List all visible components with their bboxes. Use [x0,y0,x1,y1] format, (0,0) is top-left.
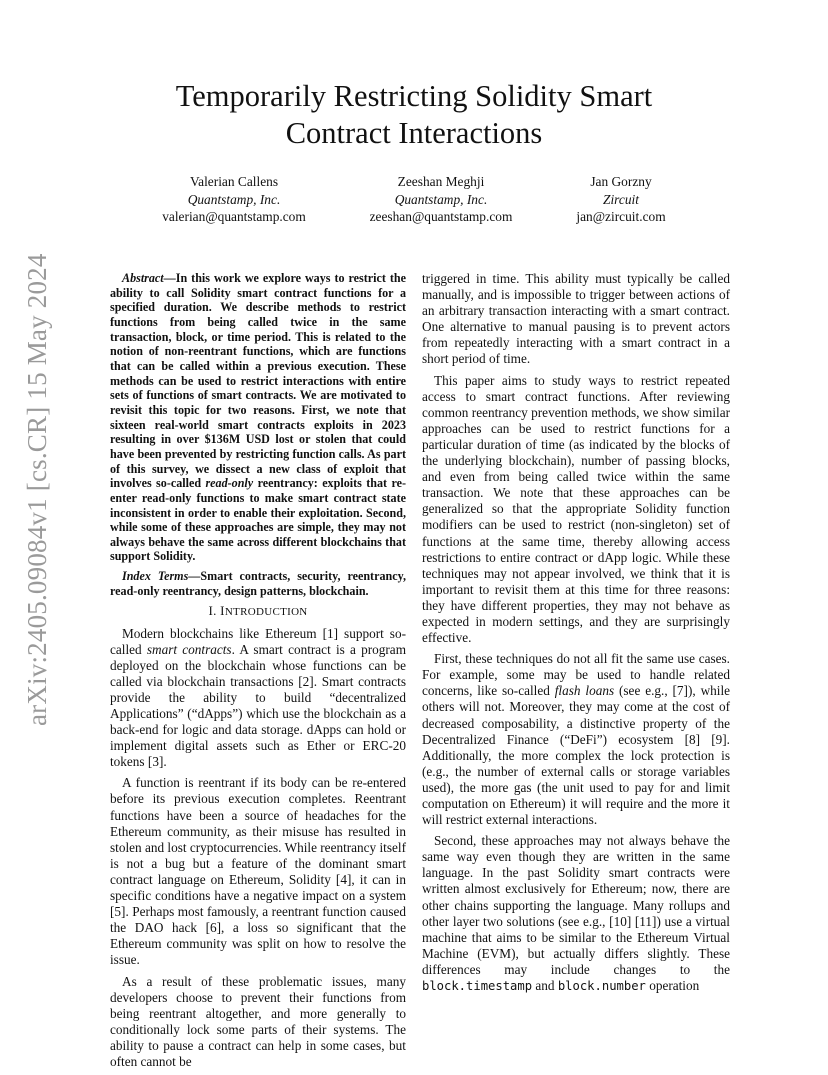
paragraph: triggered in time. This ability must typically be called manually, and is impossible to trigger between actions of an arbitrary transaction interacting with a smart contract. One alternative to manual pausing is to prevent actors from repeatedly interacting with a smart contract in a short period of time. [422,271,730,367]
author-meghji [341,173,541,226]
title-line-2: Contract Interactions [285,116,543,150]
author-email: valerian@quantstamp.com [162,209,306,224]
author-callens [134,173,334,226]
paragraph: Second, these approaches may not always behave the same way even though they are written in the same language. In the past Solidity smart contracts were written almost exclusively for Ethereum; now, there are other chains supporting the language. Many rollups and other layer two solutions (see e.g., [10] [11]) use a virtual machine that aims to be similar to the Ethereum Virtual Machine (EVM), but actually differs slightly. These differences may include changes to the block.timestamp and block.number operation [422,833,730,994]
right-column [422,271,730,999]
left-column [110,271,406,1075]
paragraph: First, these techniques do not all fit the same use cases. For example, some may be used to handle related concerns, like so-called flash loans (see e.g., [7]), while others will not. Moreover, they may come at the cost of decreased composability, a distinctive property of the Decentralized Finance (“DeFi”) ecosystem [8] [9]. Additionally, the more complex the lock protection is (e.g., the number of external calls or storage variables used), the more gas (the unit used to pay for and limit computation on Ethereum) it will require and the more it will restrict external interactions. [422,651,731,828]
section-heading-introduction: I. INTRODUCTION [208,603,308,619]
paragraph: This paper aims to study ways to restrict repeated access to smart contract functions. After reviewing common reentrancy prevention methods, we show similar approaches can be used to restrict functions for a particular duration of time (as indicated by the blocks of the underlying blockchain), number of passing blocks, and even from being called twice within the same transaction. We note that these approaches can be generalized so that the appropriate Solidity function modifiers can be used to restrict (non-singleton) set of functions at the same time, thereby allowing access restrictions to entire contract or dApp logic. While these techniques may not appear involved, we think that it is important to revisit them at this time for three reasons: they have different properties, they may not behave as expected in modern settings, and they are surprisingly effective. [422,372,730,646]
paragraph: As a result of these problematic issues, many developers choose to prevent their functions from being reentrant altogether, and more generally to conditionally lock some parts of their systems. The ability to pause a contract can help in some cases, but often cannot be [110,973,406,1069]
code-block-number: block.number [557,979,646,994]
author-email: zeeshan@quantstamp.com [369,209,513,224]
author-name: Zeeshan Meghji [397,174,485,189]
author-email: jan@zircuit.com [576,209,666,224]
author-name: Jan Gorzny [590,174,652,189]
abstract: Abstract—In this work we explore ways to restrict the ability to call Solidity smart contract functions for a specified duration. We describe methods to restrict functions from being called twice in the same transaction, block, or time period. This is related to the notion of non-reentrant functions, which are functions that can be called within a previous execution. These methods can be used to restrict interactions with entire sets of functions of smart contracts. We are motivated to revisit this topic for two reasons. First, we note that sixteen real-world smart contracts exploits in 2023 resulting in over $136M USD lost or stolen that could have been prevented by restricting function calls. As part of this survey, we dissect a new class of exploit that involves so-called read-only reentrancy: exploits that re-enter read-only functions to make smart contract state inconsistent in order to enable their exploitation. Second, while some of these approaches are simple, they may not always behave the same across different blockchains that support Solidity. [110,271,406,564]
author-affiliation: Quantstamp, Inc. [187,191,281,207]
paper-title [100,78,728,152]
author-name: Valerian Callens [189,174,279,189]
title-line-1: Temporarily Restricting Solidity Smart [175,79,653,113]
index-terms: Index Terms—Smart contracts, security, reentrancy, read-only reentrancy, design patterns, blockchain. [110,569,406,598]
paragraph: A function is reentrant if its body can be re-entered before its previous execution completes. Reentrant functions have been a source of headaches for the Ethereum community, as their misuse has resulted in stolen and lost cryptocurrencies. While reentrancy itself is not a bug but a feature of the dominant smart contract language on Ethereum, Solidity [4], it can in specific conditions have a negative impact on a system [5]. Perhaps most famously, a reentrant function caused the DAO hack [6], a loss so significant that the Ethereum community was split on how to resolve the issue. [110,775,406,968]
index-terms-label: Index Terms [122,569,189,584]
author-affiliation: Quantstamp, Inc. [394,191,488,207]
abstract-label: Abstract [122,271,164,285]
paragraph: Modern blockchains like Ethereum [1] support so-called smart contracts. A smart contract is a program deployed on the blockchain whose functions can be called via blockchain transactions [2]. Smart contracts provide the ability to build “decentralized Applications” (“dApps”) which use the blockchain as a back-end for logic and data storage. dApps can hold or implement digital assets such as Ether or ERC-20 tokens [3]. [110,625,406,770]
arxiv-identifier: arXiv:2405.09084v1 [cs.CR] 15 May 2024 [22,253,52,727]
author-gorzny [521,173,721,226]
code-block-timestamp: block.timestamp [422,979,533,994]
author-block [0,173,828,233]
author-affiliation: Zircuit [603,191,639,207]
